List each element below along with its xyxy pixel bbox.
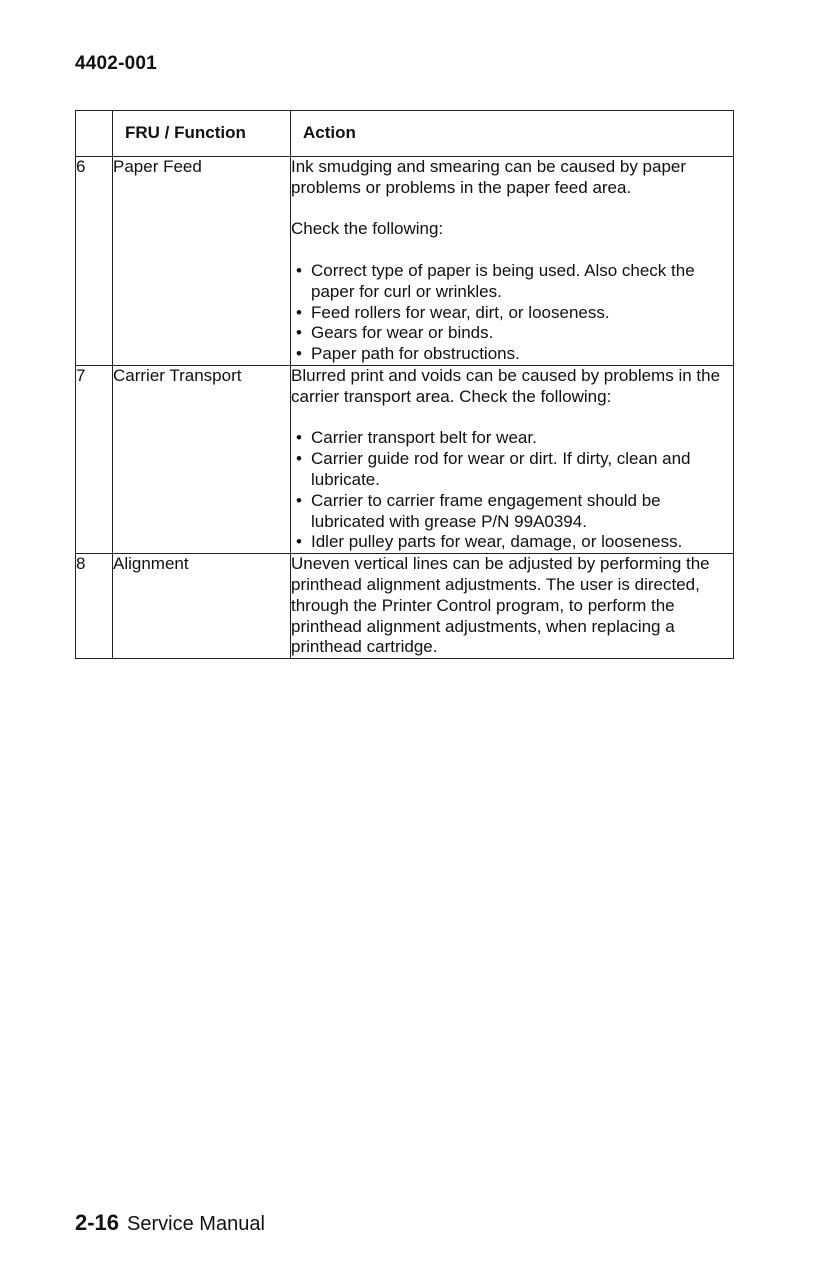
row-number: 7 bbox=[76, 365, 113, 553]
fru-function-cell: Paper Feed bbox=[113, 157, 291, 366]
page-footer bbox=[75, 1210, 265, 1236]
list-item: • Paper path for obstructions. bbox=[291, 344, 733, 365]
manual-title: Service Manual bbox=[127, 1213, 265, 1235]
action-paragraph: Blurred print and voids can be caused by problems in the carrier transport area. Check the following: bbox=[291, 365, 721, 406]
check-list bbox=[291, 428, 733, 553]
action-paragraph: Check the following: bbox=[291, 219, 444, 239]
fru-action-table bbox=[75, 110, 734, 659]
row-number: 6 bbox=[76, 157, 113, 366]
list-item: • Correct type of paper is being used. Also check the paper for curl or wrinkles. bbox=[291, 261, 733, 303]
page-number: 2-16 bbox=[75, 1210, 120, 1235]
list-item: • Carrier transport belt for wear. bbox=[291, 428, 733, 449]
list-item: • Carrier guide rod for wear or dirt. If dirty, clean and lubricate. bbox=[291, 449, 733, 491]
row-number: 8 bbox=[76, 554, 113, 659]
table-row bbox=[76, 365, 734, 553]
action-cell bbox=[291, 554, 734, 659]
action-paragraph: Uneven vertical lines can be adjusted by performing the printhead alignment adjustments. The user is directed, through the Printer Control program, to perform the printhead alignment adjustments, when replacing a printhead cartridge. bbox=[291, 554, 710, 657]
table-row bbox=[76, 157, 734, 366]
fru-function-cell: Carrier Transport bbox=[113, 365, 291, 553]
table-header-row bbox=[76, 111, 734, 157]
action-paragraph: Ink smudging and smearing can be caused by paper problems or problems in the paper feed area. bbox=[291, 157, 687, 197]
list-item: • Idler pulley parts for wear, damage, or looseness. bbox=[291, 532, 733, 553]
column-header-number bbox=[76, 111, 113, 157]
list-item: • Gears for wear or binds. bbox=[291, 323, 733, 344]
document-id: 4402-001 bbox=[75, 53, 157, 74]
list-item: • Carrier to carrier frame engagement should be lubricated with grease P/N 99A0394. bbox=[291, 491, 733, 533]
check-list bbox=[291, 261, 733, 365]
action-cell bbox=[291, 365, 734, 553]
column-header-fru-function: FRU / Function bbox=[113, 111, 291, 157]
column-header-action: Action bbox=[291, 111, 734, 157]
action-cell bbox=[291, 157, 734, 366]
fru-function-cell: Alignment bbox=[113, 554, 291, 659]
list-item: • Feed rollers for wear, dirt, or looseness. bbox=[291, 303, 733, 324]
table-row bbox=[76, 554, 734, 659]
